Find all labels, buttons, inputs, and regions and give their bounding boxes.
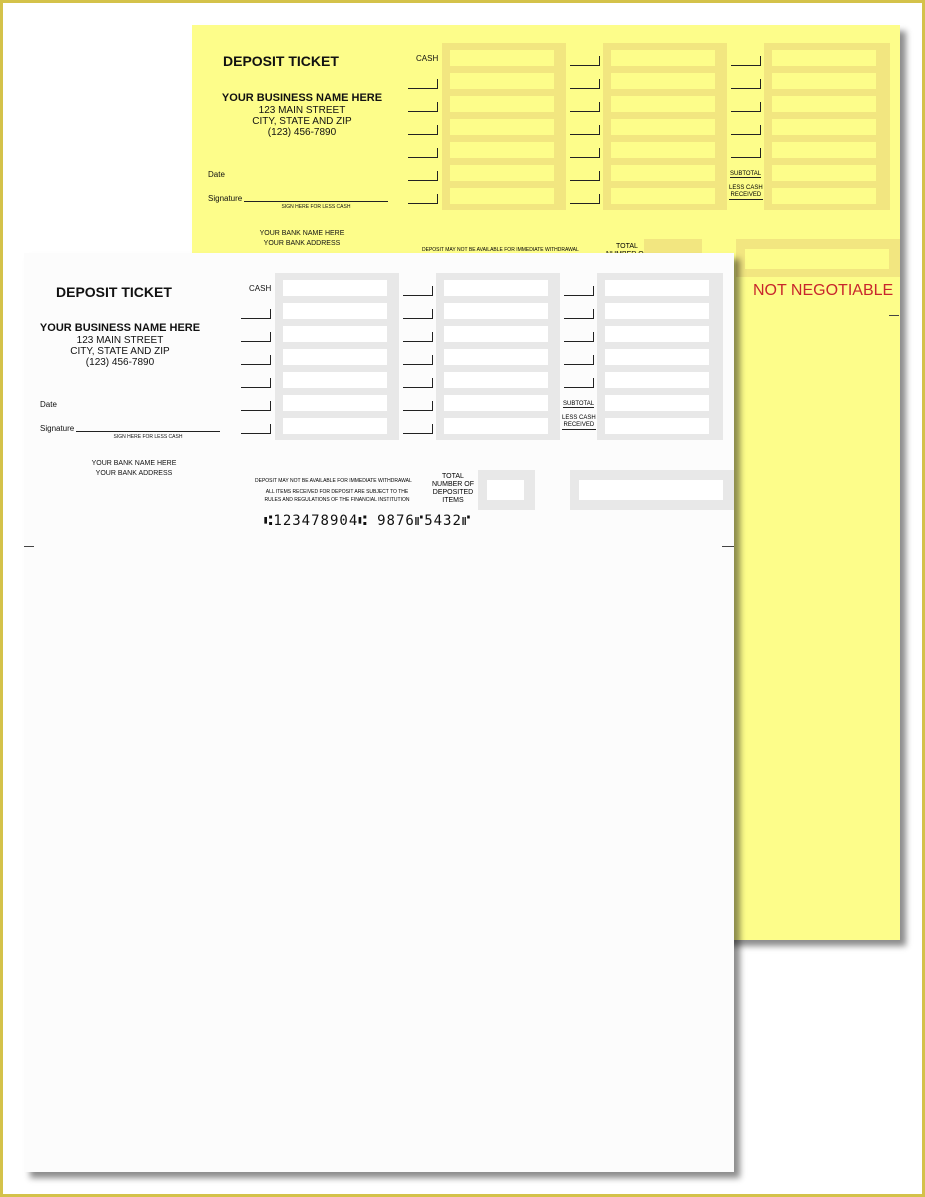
cash-label: CASH <box>249 284 272 293</box>
total-label-line-2: NUMBER OF <box>432 481 474 488</box>
total-label-line-1: TOTAL <box>616 243 638 250</box>
check-number-tick[interactable] <box>564 355 594 365</box>
business-city: CITY, STATE AND ZIP <box>252 116 352 127</box>
amount-box[interactable] <box>450 119 554 135</box>
check-number-tick[interactable] <box>241 332 271 342</box>
amount-box[interactable] <box>283 372 387 388</box>
check-number-tick[interactable] <box>408 171 438 181</box>
amount-box[interactable] <box>283 280 387 296</box>
withdrawal-note: DEPOSIT MAY NOT BE AVAILABLE FOR IMMEDIATE WITHDRAWAL <box>255 478 412 484</box>
check-number-tick[interactable] <box>564 378 594 388</box>
bank-address: YOUR BANK ADDRESS <box>263 240 341 247</box>
amount-column-1 <box>275 273 399 440</box>
check-number-tick[interactable] <box>408 194 438 204</box>
amount-box[interactable] <box>444 395 548 411</box>
check-number-tick[interactable] <box>403 309 433 319</box>
total-label-line-1: TOTAL <box>442 473 464 480</box>
check-number-tick[interactable] <box>570 102 600 112</box>
deposit-ticket-title: DEPOSIT TICKET <box>56 284 172 300</box>
check-number-tick[interactable] <box>731 102 761 112</box>
amount-box[interactable] <box>611 73 715 89</box>
amount-box[interactable] <box>772 96 876 112</box>
check-number-tick[interactable] <box>570 171 600 181</box>
amount-box[interactable] <box>444 303 548 319</box>
amount-box[interactable] <box>605 349 709 365</box>
rules-note-line-1: ALL ITEMS RECEIVED FOR DEPOSIT ARE SUBJECT TO THE <box>265 489 409 495</box>
total-items-box[interactable] <box>487 480 524 500</box>
amount-box[interactable] <box>772 73 876 89</box>
amount-box[interactable] <box>450 188 554 204</box>
signature-label: Signature <box>40 424 75 433</box>
less-cash-label <box>729 185 763 200</box>
check-number-tick[interactable] <box>564 286 594 296</box>
amount-box[interactable] <box>450 165 554 181</box>
withdrawal-note: DEPOSIT MAY NOT BE AVAILABLE FOR IMMEDIATE WITHDRAWAL <box>422 247 579 253</box>
amount-box[interactable] <box>611 142 715 158</box>
deposit-ticket-title: DEPOSIT TICKET <box>223 53 339 69</box>
perforation-mark <box>889 315 899 316</box>
amount-box[interactable] <box>283 303 387 319</box>
check-number-tick[interactable] <box>408 79 438 89</box>
amount-box[interactable] <box>772 50 876 66</box>
cash-label: CASH <box>416 54 439 63</box>
rules-note <box>255 488 419 504</box>
total-amount-box[interactable] <box>745 249 889 269</box>
amount-box[interactable] <box>444 280 548 296</box>
business-city: CITY, STATE AND ZIP <box>70 346 170 357</box>
micr-line: ⑆123478904⑆ 9876⑈5432⑈ <box>264 513 472 529</box>
total-label-line-4: ITEMS <box>442 497 464 504</box>
amount-box[interactable] <box>772 142 876 158</box>
check-number-tick[interactable] <box>731 56 761 66</box>
amount-box[interactable] <box>283 326 387 342</box>
perforation-mark-right <box>722 546 734 547</box>
signature-line[interactable] <box>244 201 388 202</box>
amount-box[interactable] <box>772 119 876 135</box>
check-number-tick[interactable] <box>570 148 600 158</box>
amount-column-2 <box>436 273 560 440</box>
date-label: Date <box>208 170 225 179</box>
check-number-tick[interactable] <box>408 148 438 158</box>
business-street: 123 MAIN STREET <box>258 105 346 116</box>
less-cash-label-line-2: RECEIVED <box>563 422 595 428</box>
amount-box[interactable] <box>450 96 554 112</box>
less-cash-label-line-1: LESS CASH <box>562 415 596 421</box>
check-number-tick[interactable] <box>241 355 271 365</box>
bank-name: YOUR BANK NAME HERE <box>91 460 177 467</box>
check-number-tick[interactable] <box>731 148 761 158</box>
check-number-tick[interactable] <box>564 309 594 319</box>
business-name: YOUR BUSINESS NAME HERE <box>221 92 383 104</box>
check-number-tick[interactable] <box>731 125 761 135</box>
subtotal-label: SUBTOTAL <box>730 171 762 177</box>
subtotal-box[interactable] <box>605 395 709 411</box>
amount-box[interactable] <box>605 372 709 388</box>
amount-box[interactable] <box>611 96 715 112</box>
amount-box[interactable] <box>605 280 709 296</box>
white-original-copy <box>24 253 734 1172</box>
check-number-tick[interactable] <box>241 401 271 411</box>
bank-address: YOUR BANK ADDRESS <box>95 470 173 477</box>
less-cash-label-line-1: LESS CASH <box>729 185 763 191</box>
amount-column-3 <box>764 43 890 210</box>
check-number-tick[interactable] <box>241 424 271 434</box>
total-amount-box[interactable] <box>579 480 723 500</box>
amount-box[interactable] <box>283 349 387 365</box>
subtotal-label: SUBTOTAL <box>563 401 595 407</box>
check-number-tick[interactable] <box>241 309 271 319</box>
amount-box[interactable] <box>444 418 548 434</box>
sign-note: SIGN HERE FOR LESS CASH <box>113 434 183 440</box>
check-number-tick[interactable] <box>731 79 761 89</box>
check-number-tick[interactable] <box>408 125 438 135</box>
perforation-mark-left <box>24 546 34 547</box>
amount-box[interactable] <box>444 372 548 388</box>
rules-note-line-2: RULES AND REGULATIONS OF THE FINANCIAL INSTITUTION <box>264 497 410 503</box>
amount-box[interactable] <box>605 326 709 342</box>
less-cash-label-line-2: RECEIVED <box>730 192 762 198</box>
check-number-tick[interactable] <box>570 56 600 66</box>
amount-box[interactable] <box>450 73 554 89</box>
date-label: Date <box>40 400 57 409</box>
signature-line[interactable] <box>76 431 220 432</box>
amount-box[interactable] <box>611 188 715 204</box>
check-number-tick[interactable] <box>408 102 438 112</box>
check-number-tick[interactable] <box>403 332 433 342</box>
subtotal-box[interactable] <box>772 165 876 181</box>
check-number-tick[interactable] <box>564 332 594 342</box>
total-items-frame <box>478 470 535 510</box>
amount-box[interactable] <box>611 119 715 135</box>
sign-note: SIGN HERE FOR LESS CASH <box>281 204 351 210</box>
business-phone: (123) 456-7890 <box>85 357 155 368</box>
amount-column-3 <box>597 273 723 440</box>
check-number-tick[interactable] <box>570 125 600 135</box>
amount-box[interactable] <box>450 50 554 66</box>
amount-column-1 <box>442 43 566 210</box>
amount-box[interactable] <box>283 418 387 434</box>
not-negotiable-text: NOT NEGOTIABLE <box>753 282 894 299</box>
less-cash-label <box>562 415 596 430</box>
less-cash-box[interactable] <box>772 188 876 204</box>
amount-column-2 <box>603 43 727 210</box>
amount-box[interactable] <box>444 349 548 365</box>
amount-box[interactable] <box>611 50 715 66</box>
signature-label: Signature <box>208 194 243 203</box>
total-label-line-3: DEPOSITED <box>432 489 474 496</box>
check-number-tick[interactable] <box>403 401 433 411</box>
amount-box[interactable] <box>283 395 387 411</box>
check-number-tick[interactable] <box>403 424 433 434</box>
less-cash-box[interactable] <box>605 418 709 434</box>
total-amount-frame <box>570 470 734 510</box>
total-amount-frame <box>736 239 900 277</box>
total-items-label <box>430 473 476 505</box>
amount-box[interactable] <box>450 142 554 158</box>
business-street: 123 MAIN STREET <box>76 335 164 346</box>
bank-name: YOUR BANK NAME HERE <box>259 230 345 237</box>
check-number-tick[interactable] <box>570 194 600 204</box>
check-number-tick[interactable] <box>403 378 433 388</box>
business-phone: (123) 456-7890 <box>267 127 337 138</box>
check-number-tick[interactable] <box>403 355 433 365</box>
business-name: YOUR BUSINESS NAME HERE <box>39 322 201 334</box>
check-number-tick[interactable] <box>403 286 433 296</box>
amount-box[interactable] <box>444 326 548 342</box>
amount-box[interactable] <box>605 303 709 319</box>
check-number-tick[interactable] <box>570 79 600 89</box>
amount-box[interactable] <box>611 165 715 181</box>
check-number-tick[interactable] <box>241 378 271 388</box>
